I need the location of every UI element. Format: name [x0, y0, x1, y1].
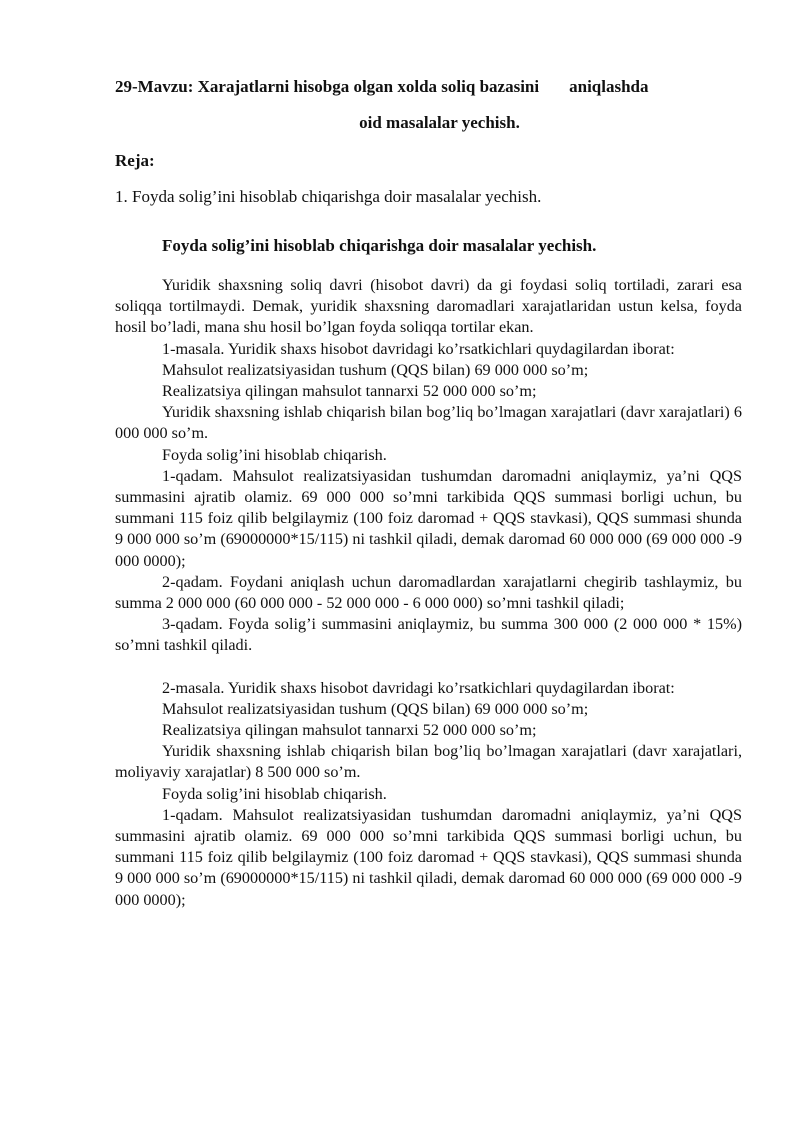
- paragraph: Realizatsiya qilingan mahsulot tannarxi 52 000 000 so’m;: [162, 721, 537, 740]
- title-right: aniqlashda: [569, 77, 649, 96]
- paragraph: 2-masala. Yuridik shaxs hisobot davridagi ko’rsatkichlari quydagilardan iborat:: [162, 678, 675, 697]
- document-title-line-1: [115, 76, 742, 98]
- document-title-line-2: oid masalalar yechish.: [359, 113, 520, 132]
- section-heading: Foyda solig’ini hisoblab chiqarishga doir masalalar yechish.: [162, 236, 597, 255]
- plan-label: Reja:: [115, 151, 155, 170]
- paragraph: 1-qadam. Mahsulot realizatsiyasidan tushumdan daromadni aniqlaymiz, ya’ni QQS summasini ajratib olamiz. 69 000 000 so’mni tarkibida QQS summasi borligi uchun, bu summani 115 foiz qilib belgilaymiz (100 foiz daromad + QQS stavkasi), QQS summasi shunda 9 000 000 so’m (69000000*15/115) ni tashkil qiladi, demak daromad 60 000 000 (69 000 000 -9 000 0000);: [115, 805, 742, 909]
- paragraph: Yuridik shaxsning ishlab chiqarish bilan bog’liq bo’lmagan xarajatlari (davr xarajatlari, moliyaviy xarajatlar) 8 500 000 so’m.: [115, 742, 742, 782]
- paragraph: Realizatsiya qilingan mahsulot tannarxi 52 000 000 so’m;: [162, 382, 537, 401]
- paragraph-spacer: [115, 657, 742, 678]
- paragraph: 1-masala. Yuridik shaxs hisobot davridagi ko’rsatkichlari quydagilardan iborat:: [162, 339, 675, 358]
- paragraph: Yuridik shaxsning ishlab chiqarish bilan bog’liq bo’lmagan xarajatlari (davr xarajatlari) 6 000 000 so’m.: [115, 403, 742, 443]
- paragraph: 3-qadam. Foyda solig’i summasini aniqlaymiz, bu summa 300 000 (2 000 000 * 15%) so’mni tashkil qiladi.: [115, 615, 742, 655]
- plan-item: 1. Foyda solig’ini hisoblab chiqarishga doir masalalar yechish.: [115, 187, 542, 206]
- paragraph: 1-qadam. Mahsulot realizatsiyasidan tushumdan daromadni aniqlaymiz, ya’ni QQS summasini ajratib olamiz. 69 000 000 so’mni tarkibida QQS summasi borligi uchun, bu summani 115 foiz qilib belgilaymiz (100 foiz daromad + QQS stavkasi), QQS summasi shunda 9 000 000 so’m (69000000*15/115) ni tashkil qiladi, demak daromad 60 000 000 (69 000 000 -9 000 0000);: [115, 466, 742, 570]
- body-text: [115, 275, 742, 911]
- title-left: 29-Mavzu: Xarajatlarni hisobga olgan xolda soliq bazasini: [115, 77, 540, 96]
- paragraph: 2-qadam. Foydani aniqlash uchun daromadlardan xarajatlarni chegirib tashlaymiz, bu summa 2 000 000 (60 000 000 - 52 000 000 - 6 000 000) so’mni tashkil qiladi;: [115, 572, 742, 613]
- paragraph: Foyda solig’ini hisoblab chiqarish.: [162, 784, 387, 803]
- paragraph: Yuridik shaxsning soliq davri (hisobot davri) da gi foydasi soliq tortiladi, zarari esa soliqqa tortilmaydi. Demak, yuridik shaxsning daromadlari xarajatlaridan ustun kelsa, foyda hosil bo’ladi, mana shu hosil bo’lgan foyda soliqqa tortilar ekan.: [115, 276, 742, 337]
- paragraph: Foyda solig’ini hisoblab chiqarish.: [162, 445, 387, 464]
- paragraph: Mahsulot realizatsiyasidan tushum (QQS bilan) 69 000 000 so’m;: [162, 699, 589, 718]
- paragraph: Mahsulot realizatsiyasidan tushum (QQS bilan) 69 000 000 so’m;: [162, 360, 589, 379]
- document-content: [115, 76, 742, 911]
